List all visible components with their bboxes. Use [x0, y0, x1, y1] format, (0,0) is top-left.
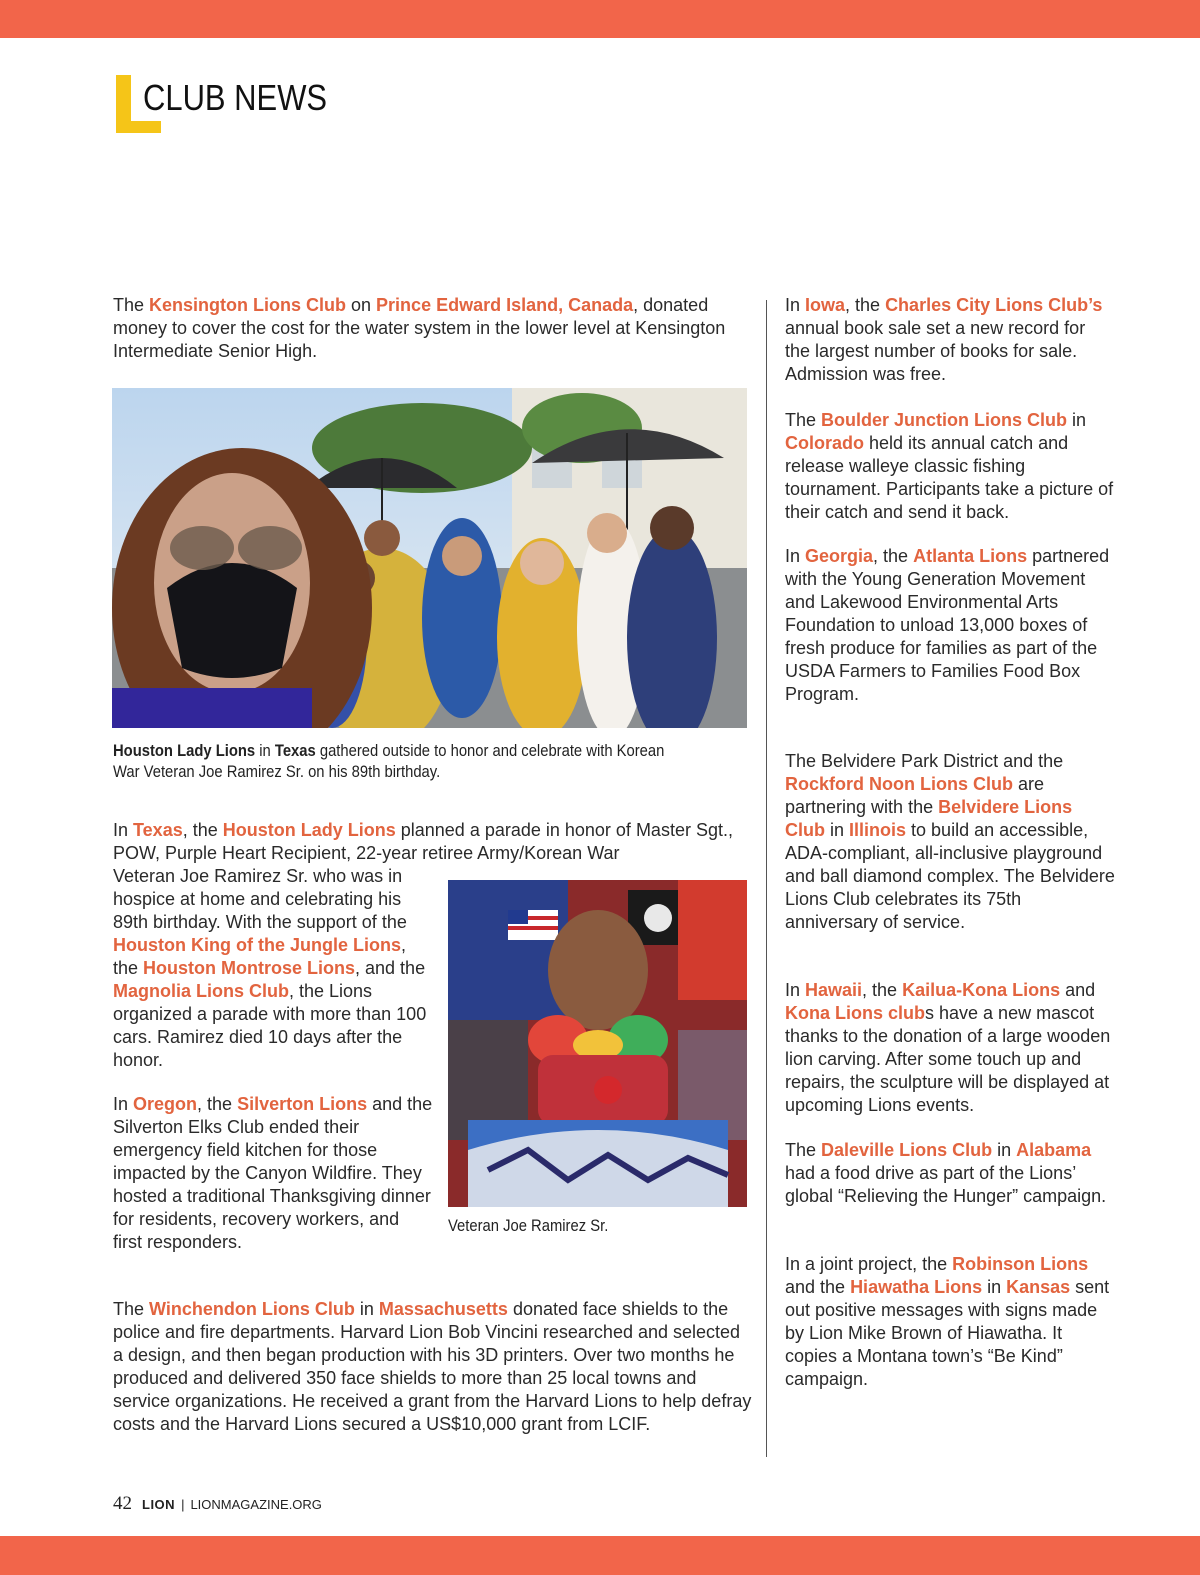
article-winchendon: The Winchendon Lions Club in Massachusetts donated face shields to the police and fire departments. Harvard Lion Bob Vincini researched and selected a design, and then began production with his 3D printers. Over two months he produced and delivered 350 face shields to more than 25 local towns and service organizations. He received a grant from the Harvard Lions to help defray costs and the Harvard Lions secured a US$10,000 grant from LCIF.: [113, 1299, 752, 1434]
article-houston-body: Veteran Joe Ramirez Sr. who was in hospice at home and celebrating his 89th birthday. With the support of the Houston King of the Jungle Lions, the Houston Montrose Lions, and the Magnolia Lions Club, the Lions organized a parade with more than 100 cars. Ramirez died 10 days after the honor.: [113, 866, 427, 1070]
article-houston-lead: In Texas, the Houston Lady Lions planned a parade in honor of Master Sgt., POW, Purple Heart Recipient, 22-year retiree Army/Korean War: [113, 820, 733, 863]
photo-veteran-joe-ramirez: [448, 880, 747, 1207]
top-accent-bar: [0, 0, 1200, 38]
bottom-accent-bar: [0, 1536, 1200, 1575]
article-kansas: In a joint project, the Robinson Lions and the Hiawatha Lions in Kansas sent out positive messages with signs made by Lion Mike Brown of Hiawatha. It copies a Montana town’s “Be Kind” campaign.: [785, 1254, 1110, 1389]
page-footer: [113, 1493, 322, 1515]
article-georgia: In Georgia, the Atlanta Lions partnered with the Young Generation Movement and Lakewood Environmental Arts Foundation to unload 13,000 boxes of fresh produce for families as part of the USDA Farmers to Families Food Box Program.: [785, 546, 1110, 704]
article-oregon: In Oregon, the Silverton Lions and the Silverton Elks Club ended their emergency field kitchen for those impacted by the Canyon Wildfire. They hosted a traditional Thanksgiving dinner for residents, recovery workers, and first responders.: [113, 1094, 433, 1252]
photo-caption-veteran: Veteran Joe Ramirez Sr.: [448, 1216, 609, 1235]
article-boulder: The Boulder Junction Lions Club in Colorado held its annual catch and release walleye classic fishing tournament. Participants take a picture of their catch and send it back.: [785, 410, 1114, 522]
article-hawaii: In Hawaii, the Kailua-Kona Lions and Kona Lions clubs have a new mascot thanks to the donation of a large wooden lion carving. After some touch up and repairs, the sculpture will be displayed at upcoming Lions events.: [785, 980, 1111, 1115]
footer-separator: |: [181, 1497, 185, 1512]
article-alabama: The Daleville Lions Club in Alabama had a food drive as part of the Lions’ global “Relieving the Hunger” campaign.: [785, 1140, 1107, 1206]
photo-caption-main: Houston Lady Lions in Texas gathered outside to honor and celebrate with Korean War Veteran Joe Ramirez Sr. on his 89th birthday.: [113, 741, 665, 781]
article-iowa: In Iowa, the Charles City Lions Club’s annual book sale set a new record for the largest number of books for sale. Admission was free.: [785, 295, 1103, 384]
footer-brand: LION: [142, 1497, 176, 1512]
footer-website-link[interactable]: LIONMAGAZINE.ORG: [190, 1497, 322, 1512]
column-divider: [766, 300, 767, 1457]
photo-houston-lady-lions: [112, 388, 747, 728]
article-kensington: The Kensington Lions Club on Prince Edward Island, Canada, donated money to cover the cost for the water system in the lower level at Kensington Intermediate Senior High.: [113, 295, 726, 361]
article-belvidere: The Belvidere Park District and the Rockford Noon Lions Club are partnering with the Belvidere Lions Club in Illinois to build an accessible, ADA-compliant, all-inclusive playground and ball diamond complex. The Belvidere Lions Club celebrates its 75th anniversary of service.: [785, 751, 1115, 932]
section-title: CLUB NEWS: [143, 77, 328, 118]
page-number: 42: [113, 1493, 132, 1514]
